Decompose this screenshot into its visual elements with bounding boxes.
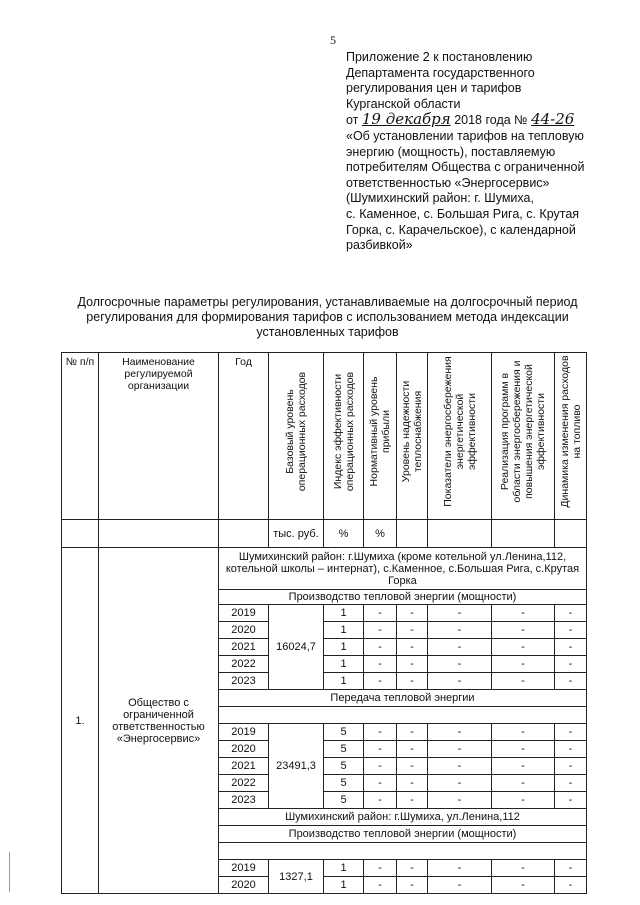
table-cell: - <box>428 860 492 877</box>
date-suffix: 2018 года № <box>454 113 528 128</box>
table-cell: - <box>555 639 587 656</box>
row-number: 1. <box>62 548 99 894</box>
table-cell: - <box>555 622 587 639</box>
table-cell: 5 <box>324 792 364 809</box>
appendix-line: регулирования цен и тарифов <box>346 81 522 96</box>
table-cell: 2020 <box>219 622 269 639</box>
area-header: Шумихинский район: г.Шумиха, ул.Ленина,112 <box>219 809 587 826</box>
header-year: Год <box>219 353 269 520</box>
page-number: 5 <box>330 33 336 47</box>
header-num: № п/п <box>62 353 99 520</box>
table-cell: - <box>428 724 492 741</box>
appendix-line: ответственностью «Энергосервис» <box>346 175 550 190</box>
table-cell: - <box>397 622 428 639</box>
appendix-line: «Об установлении тарифов на тепловую <box>346 128 584 143</box>
section-header: Передача тепловой энергии <box>219 690 587 707</box>
organization-name: Общество с ограниченной ответственностью «Энергосервис» <box>99 548 219 894</box>
table-cell: - <box>492 639 555 656</box>
appendix-line: с. Каменное, с. Большая Рига, с. Крутая <box>346 206 580 221</box>
appendix-line: Курганской области <box>346 96 461 111</box>
parameters-table <box>61 352 587 894</box>
table-cell: - <box>397 656 428 673</box>
table-cell: 5 <box>324 724 364 741</box>
table-cell: - <box>397 758 428 775</box>
table-cell: - <box>364 792 397 809</box>
table-cell: 2022 <box>219 656 269 673</box>
table-cell: - <box>492 724 555 741</box>
table-cell: - <box>492 741 555 758</box>
table-cell: - <box>364 622 397 639</box>
table-cell: 1 <box>324 877 364 894</box>
table-cell: 1 <box>324 656 364 673</box>
table-cell: 1 <box>324 860 364 877</box>
table-cell <box>492 520 555 548</box>
appendix-line: энергию (мощность), поставляемую <box>346 144 556 159</box>
table-cell: - <box>428 656 492 673</box>
appendix-line: (Шумихинский район: г. Шумиха, <box>346 191 534 206</box>
table-cell: - <box>364 656 397 673</box>
table-cell: - <box>492 877 555 894</box>
table-cell: - <box>428 673 492 690</box>
table-cell <box>62 520 99 548</box>
table-cell: - <box>555 758 587 775</box>
table-cell: 2020 <box>219 877 269 894</box>
table-cell <box>428 520 492 548</box>
table-cell: - <box>428 605 492 622</box>
appendix-line: Департамента государственного <box>346 65 535 80</box>
table-cell: - <box>397 775 428 792</box>
table-cell: - <box>364 741 397 758</box>
table-cell: - <box>555 775 587 792</box>
table-cell: 2019 <box>219 605 269 622</box>
table-cell: 2019 <box>219 860 269 877</box>
table-cell: - <box>492 792 555 809</box>
appendix-date-line <box>346 112 626 129</box>
document-title: Долгосрочные параметры регулирования, устанавливаемые на долгосрочный период регулирования для формирования тарифов с использованием метода индексации установленных тарифов <box>77 295 578 339</box>
table-cell: - <box>364 860 397 877</box>
table-cell: - <box>555 724 587 741</box>
unit-index: % <box>324 520 364 548</box>
table-cell: 5 <box>324 758 364 775</box>
scan-margin-mark <box>9 852 10 892</box>
table-cell: - <box>555 673 587 690</box>
base-value: 23491,3 <box>269 724 324 809</box>
table-cell: - <box>428 792 492 809</box>
table-cell <box>555 520 587 548</box>
base-value: 16024,7 <box>269 605 324 690</box>
header-base: Базовый уровень операционных расходов <box>269 353 324 520</box>
table-cell: - <box>555 656 587 673</box>
table-cell: - <box>397 724 428 741</box>
table-cell: - <box>397 605 428 622</box>
table-cell: - <box>364 775 397 792</box>
table-cell: - <box>428 639 492 656</box>
table-cell <box>397 520 428 548</box>
table-cell: - <box>397 877 428 894</box>
table-cell: - <box>492 656 555 673</box>
table-cell <box>99 520 219 548</box>
handwritten-number: 44-26 <box>531 110 575 129</box>
units-row <box>62 520 587 548</box>
table-cell: - <box>397 792 428 809</box>
area-header: Шумихинский район: г.Шумиха (кроме котельной ул.Ленина,112, котельной школы – интернат), с.Каменное, с.Большая Рига, с.Крутая Горка <box>219 548 587 590</box>
table-cell: - <box>428 775 492 792</box>
table-cell: - <box>555 860 587 877</box>
table-cell: - <box>397 860 428 877</box>
table-cell: 2022 <box>219 775 269 792</box>
appendix-line: Горка, с. Карачельское), с календарной <box>346 222 576 237</box>
table-cell: - <box>428 877 492 894</box>
table-cell: - <box>428 622 492 639</box>
table-cell: 1 <box>324 639 364 656</box>
table-cell: - <box>492 673 555 690</box>
header-program: Реализация программ в области энергосбережения и повышения энергетической эффективности <box>492 353 555 520</box>
table-cell: - <box>555 792 587 809</box>
header-org: Наименование регулируемой организации <box>99 353 219 520</box>
table-cell: 2019 <box>219 724 269 741</box>
table-cell: - <box>492 758 555 775</box>
table-cell: - <box>492 605 555 622</box>
table-cell: 1 <box>324 605 364 622</box>
table-cell: - <box>555 605 587 622</box>
date-prefix: от <box>346 113 359 128</box>
table-cell: 5 <box>324 775 364 792</box>
table-cell: 2021 <box>219 639 269 656</box>
table-cell <box>219 520 269 548</box>
table-cell: - <box>428 758 492 775</box>
table-cell: - <box>555 877 587 894</box>
header-fuel: Динамика изменения расходов на топливо <box>555 353 587 520</box>
table-cell: 5 <box>324 741 364 758</box>
section-header: Производство тепловой энергии (мощности) <box>219 590 587 605</box>
table-cell: - <box>397 673 428 690</box>
table-cell: - <box>364 877 397 894</box>
header-profit: Нормативный уровень прибыли <box>364 353 397 520</box>
table-cell: - <box>364 758 397 775</box>
table-cell: 2023 <box>219 792 269 809</box>
header-index: Индекс эффективности операционных расходов <box>324 353 364 520</box>
table-cell: - <box>555 741 587 758</box>
table-cell: 2021 <box>219 758 269 775</box>
table-cell: - <box>428 741 492 758</box>
appendix-line: Приложение 2 к постановлению <box>346 50 533 64</box>
table-cell: 1 <box>324 673 364 690</box>
table-cell: - <box>364 724 397 741</box>
unit-profit: % <box>364 520 397 548</box>
header-reliability: Уровень надежности теплоснабжения <box>397 353 428 520</box>
table-cell <box>219 843 587 860</box>
unit-base: тыс. руб. <box>269 520 324 548</box>
table-cell: - <box>364 673 397 690</box>
table-cell: 2023 <box>219 673 269 690</box>
table-cell: - <box>492 775 555 792</box>
handwritten-date: 19 декабря <box>361 110 451 129</box>
table-cell: - <box>492 622 555 639</box>
table-cell: - <box>397 639 428 656</box>
table-cell: 2020 <box>219 741 269 758</box>
section-header: Производство тепловой энергии (мощности) <box>219 826 587 843</box>
table-cell: - <box>492 860 555 877</box>
header-energy: Показатели энергосбережения энергетической эффективности <box>428 353 492 520</box>
table-cell: - <box>364 605 397 622</box>
appendix-line: потребителям Общества с ограниченной <box>346 160 585 175</box>
base-value: 1327,1 <box>269 860 324 894</box>
table-cell <box>219 707 587 724</box>
table-cell: - <box>397 741 428 758</box>
appendix-line: разбивкой» <box>346 238 413 253</box>
table-cell: 1 <box>324 622 364 639</box>
table-cell: - <box>364 639 397 656</box>
appendix-block <box>346 50 626 254</box>
